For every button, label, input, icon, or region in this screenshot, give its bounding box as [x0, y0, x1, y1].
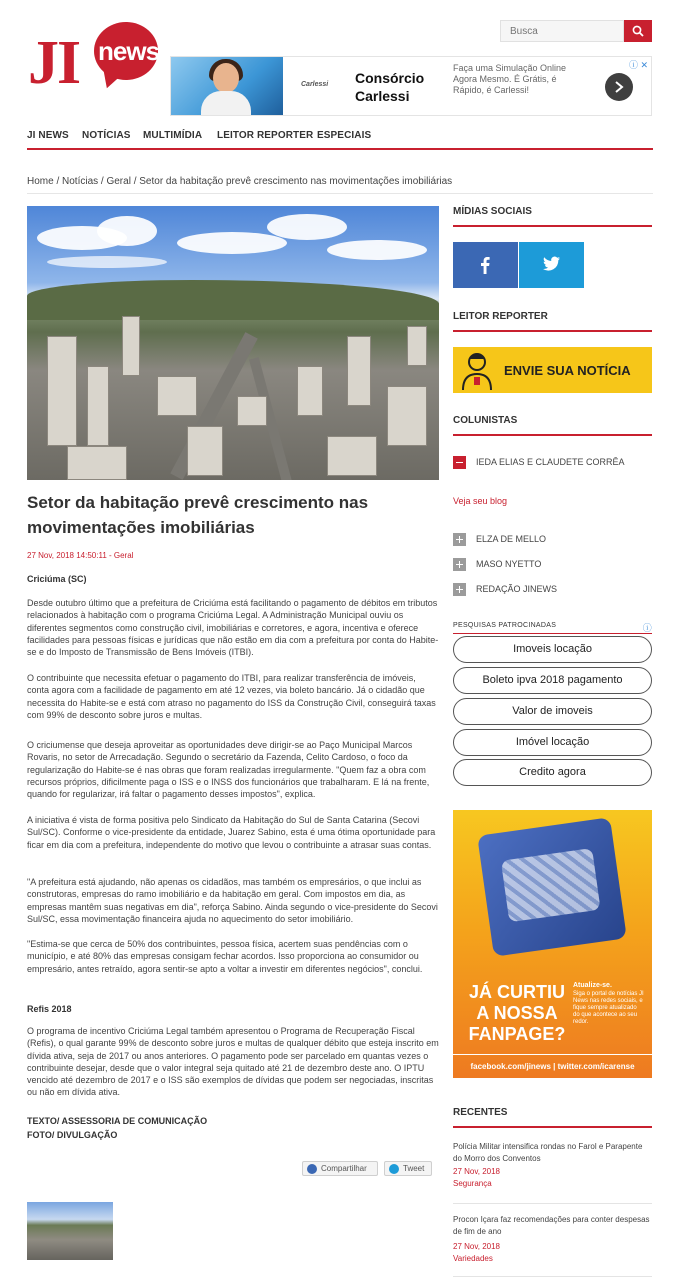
recent-article-category[interactable]: Variedades [453, 1254, 493, 1263]
article-paragraph: Desde outubro último que a prefeitura de Criciúma está facilitando o pagamento de débitos em tributos relacionados à habitação com o programa Criciúma Legal. A Administração Municipal ouviu os diferentes segmentos como construção civil, imobiliárias e corretores, e agora, incentiva e oferece facilidades para pessoas físicas e jurídicas que não estão em dia com a prefeitura por conta do Habite-se e do Imposto de Transmissão de Bens Imóveis (ITBI). [27, 598, 439, 658]
article-subheading: Refis 2018 [27, 1004, 72, 1014]
columnist-name: REDAÇÃO JINEWS [476, 584, 558, 594]
fanpage-banner[interactable] [453, 810, 652, 1078]
ad-text: Faça uma Simulação Online Agora Mesmo. É Grátis, é Rápido, é Carlessi! [453, 63, 567, 95]
collapse-icon[interactable] [453, 456, 466, 469]
article-paragraph: A iniciativa é vista de forma positiva pelo Sindicato da Habitação do Sul de Santa Catarina (Secovi Sul/SC). Conforme o vice-presidente da entidade, Juarez Sabino, esta é uma ótima oportunidade para ficar em dia com a prefeitura, independente do motivo que levou o contribuinte a atrasar suas contas. [27, 815, 436, 850]
share-facebook-button[interactable] [302, 1161, 378, 1176]
expand-icon[interactable] [453, 583, 466, 596]
sponsored-search-button[interactable]: Credito agora [453, 759, 652, 786]
search-input[interactable] [500, 20, 624, 42]
recent-article-date: 27 Nov, 2018 [453, 1242, 500, 1251]
sponsored-search-button[interactable]: Imoveis locação [453, 636, 652, 663]
columnists-heading: COLUNISTAS [453, 412, 652, 436]
sponsored-searches-label: PESQUISAS PATROCINADAS [453, 622, 557, 629]
thumbs-up-icon [477, 817, 627, 956]
twitter-icon [389, 1164, 399, 1174]
recent-article-category[interactable]: Segurança [453, 1179, 492, 1188]
fanpage-headline: JÁ CURTIU A NOSSA FANPAGE? [468, 982, 566, 1044]
columnist-item[interactable] [453, 558, 541, 572]
sponsored-search-button[interactable]: Valor de imoveis [453, 698, 652, 725]
nav-item-ji-news[interactable]: JI NEWS [27, 130, 69, 141]
search-box [500, 20, 652, 42]
search-icon [632, 25, 644, 37]
facebook-button[interactable] [453, 242, 518, 288]
info-icon[interactable]: ⓘ [642, 623, 652, 633]
expand-icon[interactable] [453, 533, 466, 546]
social-media-heading: MÍDIAS SOCIAIS [453, 203, 652, 227]
article-paragraph: O programa de incentivo Criciúma Legal também apresentou o Programa de Recuperação Fiscal (Refis), o qual garante 99% de desconto sobre juros e multas de qualquer débito que esteja inscrito em dívida ativa, seja de 2017 ou anos anteriores. O pagamento pode ser parcelado em quantas vezes o contribuinte desejar, desde que o valor integral seja quitado até 21 de dezembro deste ano. O IPTU vencido até dezembro de 2017 e o ISS são exemplos de dívidas que podem ser negociadas, inscritas ou não em dívida ativa. [27, 1026, 439, 1098]
expand-icon[interactable] [453, 558, 466, 571]
columnist-item[interactable] [453, 533, 546, 547]
article-credit-photo: FOTO/ DIVULGAÇÃO [27, 1130, 118, 1140]
article-paragraph: "A prefeitura está ajudando, não apenas os cidadãos, mas também os empresários, o que inclui as construtoras, empresas do ramo imobiliário e da habitação em geral. Com impostos em dia, as empresas mantêm suas negativas em dia", reforça Sabino. Ainda segundo o vice-presidente do Secovi Sul/SC, essa movimentação financeira ajuda no aquecimento do setor imobiliário. [27, 877, 438, 924]
ad-banner[interactable] [170, 56, 652, 116]
send-news-label: ENVIE SUA NOTÍCIA [504, 363, 631, 378]
facebook-icon [307, 1164, 317, 1174]
nav-item-multimidia[interactable]: MULTIMÍDIA [143, 130, 203, 141]
article-main-photo [27, 206, 439, 480]
chevron-right-icon [614, 81, 624, 93]
recent-heading: RECENTES [453, 1104, 652, 1128]
ad-go-button[interactable] [605, 73, 633, 101]
columnist-name: MASO NYETTO [476, 559, 542, 569]
ad-title[interactable]: Consórcio Carlessi [355, 70, 425, 104]
share-twitter-label: Tweet [403, 1164, 425, 1173]
nav-item-especiais[interactable]: ESPECIAIS [317, 130, 372, 141]
article-paragraph: O contribuinte que necessita efetuar o pagamento do ITBI, para realizar transferência de imóveis, conta agora com a facilidade de pagamento em até 12 vezes, via boleto bancário. Já o cidadão que necessita do Habite-se e está com atraso no pagamento do ISS da Construção Civil, conseguirá taxas com 99% de desconto sobre juros e multas. [27, 673, 436, 720]
columnist-item[interactable] [453, 583, 557, 597]
ad-brand-logo: Carlessi [301, 81, 329, 88]
see-blog-link[interactable]: Veja seu blog [453, 496, 508, 506]
related-article-thumbnail[interactable] [27, 1202, 113, 1260]
logo-news-text: news [98, 36, 160, 66]
article-title: Setor da habitação prevê crescimento nas movimentações imobiliárias [27, 493, 369, 537]
article-location: Criciúma (SC) [27, 574, 87, 584]
search-button[interactable] [624, 20, 652, 42]
columnist-item-ieda-elias[interactable] [453, 456, 625, 470]
fanpage-text: Siga o portal de notícias JI News nas redes sociais, e fique sempre atualizado do que acontece ao seu redor. [573, 991, 644, 1025]
facebook-icon [477, 256, 493, 274]
nav-item-noticias[interactable]: NOTÍCIAS [82, 130, 131, 141]
twitter-icon [543, 256, 561, 272]
columnist-name: IEDA ELIAS E CLAUDETE CORRÊA [476, 457, 625, 467]
columnist-name: ELZA DE MELLO [476, 534, 547, 544]
reporter-person-icon [459, 350, 495, 390]
article-paragraph: O criciumense que deseja aproveitar as oportunidades deve dirigir-se ao Paço Municipal Marcos Rovaris, no setor de Arrecadação. Segundo o secretário da Fazenda, Celito Cardoso, o foco da regularização do Habite-se é nas obras que foram realizadas irregularmente. "Quem faz a obra com recursos próprios, dificilmente paga o ISS e o INSS dos funcionários que trabalharam. E lá na frente, quando for regularizar, irá faltar o pagamento desses impostos", explica. [27, 740, 430, 800]
logo-ji-text: JI [28, 29, 80, 97]
divider [453, 1203, 652, 1204]
recent-article-date: 27 Nov, 2018 [453, 1167, 500, 1176]
fanpage-footer: facebook.com/jinews | twitter.com/icarense [453, 1054, 652, 1078]
site-logo[interactable] [28, 22, 163, 102]
sponsored-search-button[interactable]: Imóvel locação [453, 729, 652, 756]
divider [453, 1276, 652, 1277]
twitter-button[interactable] [519, 242, 584, 288]
share-twitter-button[interactable] [384, 1161, 432, 1176]
recent-article-title[interactable]: Polícia Militar intensifica rondas no Farol e Parapente do Morro dos Conventos [453, 1142, 643, 1163]
nav-item-leitor-reporter[interactable]: LEITOR REPORTER [217, 130, 314, 141]
ad-info-icon[interactable]: ⓘ ✕ [628, 60, 648, 70]
article-credit-text: TEXTO/ ASSESSORIA DE COMUNICAÇÃO [27, 1116, 208, 1126]
article-meta: 27 Nov, 2018 14:50:11 - Geral [27, 551, 134, 560]
sponsored-searches-heading [453, 622, 652, 634]
main-nav [27, 126, 653, 150]
breadcrumb[interactable]: Home / Notícias / Geral / Setor da habitação prevê crescimento nas movimentações imobiliárias [27, 176, 653, 194]
fanpage-subheading: Atualize-se. [573, 982, 612, 989]
share-facebook-label: Compartilhar [321, 1164, 367, 1173]
reader-reporter-heading: LEITOR REPORTER [453, 308, 652, 332]
sponsored-search-button[interactable]: Boleto ipva 2018 pagamento [453, 667, 652, 694]
article-paragraph: "Estima-se que cerca de 50% dos contribuintes, pessoa física, acertem suas pendências com o município, e até 80% das empresas consigam fechar acordos. Isso proporciona ao consumidor ou empresário, antes retraído, agora sentir-se apto a voltar a investir em diferentes negócios", conclui. [27, 939, 423, 974]
send-news-banner[interactable] [453, 347, 652, 393]
recent-article-title[interactable]: Procon Içara faz recomendações para conter despesas de fim de ano [453, 1215, 650, 1236]
ad-photo [171, 57, 283, 115]
